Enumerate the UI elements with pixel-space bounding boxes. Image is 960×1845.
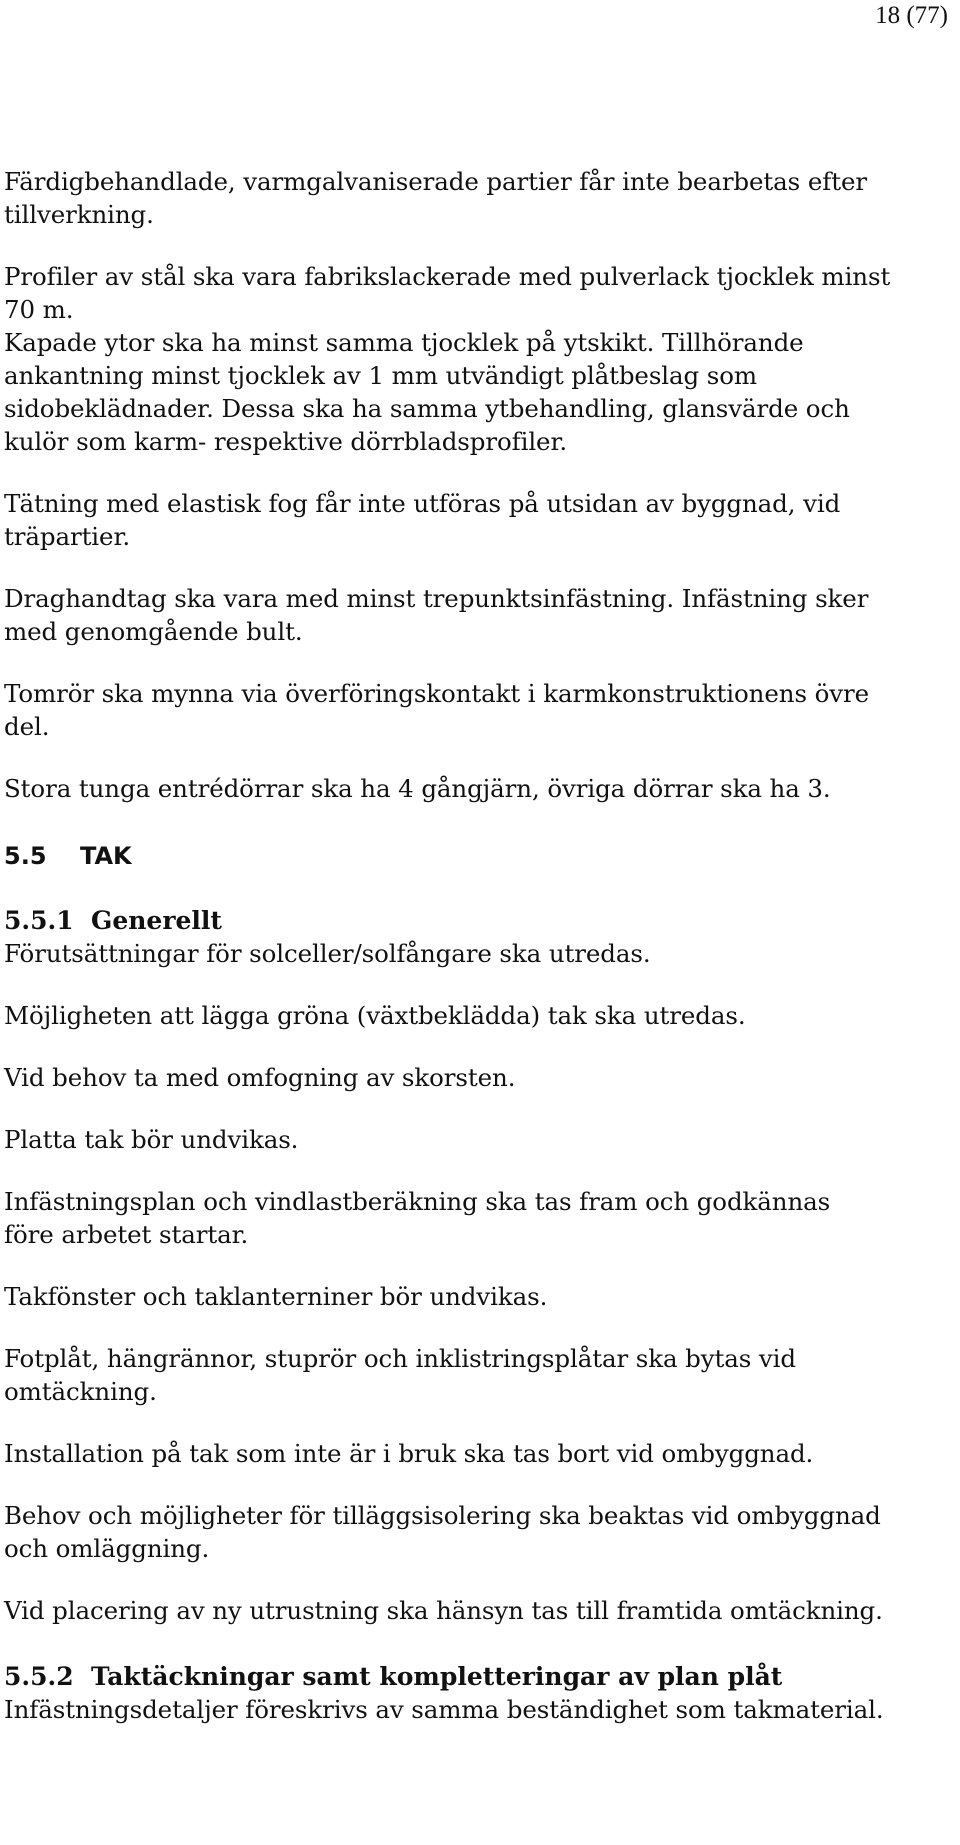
paragraph: Fotplåt, hängrännor, stuprör och inklistringsplåtar ska bytas vid omtäckning. [4,1344,796,1406]
paragraph: Profiler av stål ska vara fabrikslackerade med pulverlack tjocklek minst 70 m. [4,262,891,324]
paragraph: Platta tak bör undvikas. [4,1125,299,1154]
document-body [4,165,949,1726]
paragraph: Kapade ytor ska ha minst samma tjocklek på ytskikt. Tillhörande ankantning minst tjocklek av 1 mm utvändigt plåtbeslag som sidobeklädnader. Dessa ska ha samma ytbehandling, glansvärde och kulör som karm- respektive dörrbladsprofiler. [4,328,850,456]
paragraph: Installation på tak som inte är i bruk ska tas bort vid ombyggnad. [4,1439,814,1468]
paragraph: Vid placering av ny utrustning ska hänsyn tas till framtida omtäckning. [4,1596,883,1625]
paragraph: Behov och möjligheter för tilläggsisolering ska beaktas vid ombyggnad och omläggning. [4,1501,881,1563]
paragraph: Stora tunga entrédörrar ska ha 4 gångjärn, övriga dörrar ska ha 3. [4,774,831,803]
paragraph: Draghandtag ska vara med minst trepunktsinfästning. Infästning sker med genomgående bult. [4,584,869,646]
paragraph: Tomrör ska mynna via överföringskontakt i karmkonstruktionens övre del. [4,679,870,741]
paragraph: Färdigbehandlade, varmgalvaniserade partier får inte bearbetas efter tillverkning. [4,167,867,229]
subsection-heading: 5.5.1 Generellt [4,906,222,935]
paragraph: Tätning med elastisk fog får inte utföras på utsidan av byggnad, vid träpartier. [4,489,841,551]
paragraph: Förutsättningar för solceller/solfångare ska utredas. [4,939,651,968]
paragraph: Infästningsdetaljer föreskrivs av samma beständighet som takmaterial. [4,1695,884,1724]
page-number: 18 (77) [875,2,948,29]
section-heading: 5.5 TAK [4,842,132,870]
paragraph: Vid behov ta med omfogning av skorsten. [4,1063,516,1092]
paragraph: Möjligheten att lägga gröna (växtbeklädda) tak ska utredas. [4,1001,746,1030]
paragraph: Takfönster och taklanterniner bör undvikas. [4,1282,548,1311]
subsection-heading: 5.5.2 Taktäckningar samt kompletteringar av plan plåt [4,1662,783,1691]
paragraph: Infästningsplan och vindlastberäkning ska tas fram och godkännas före arbetet startar. [4,1187,831,1249]
